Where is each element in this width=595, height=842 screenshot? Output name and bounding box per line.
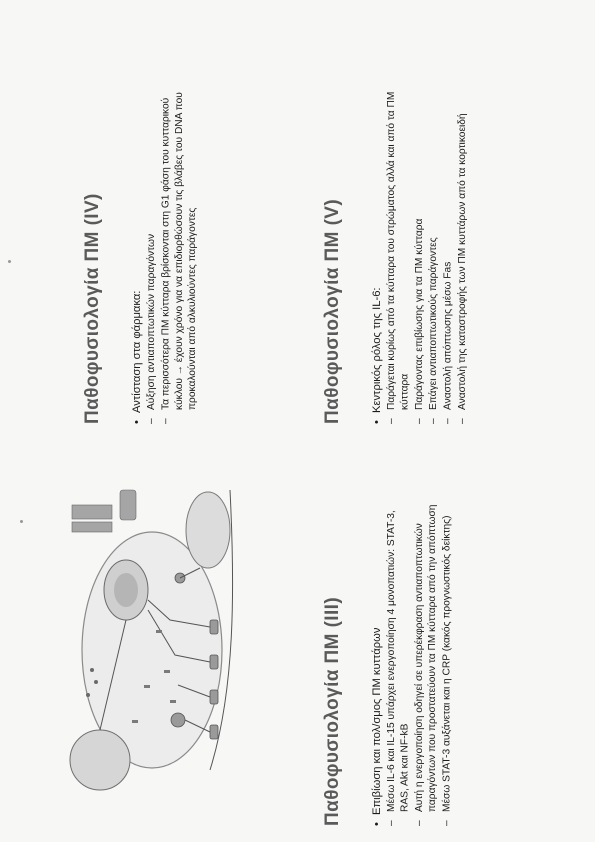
slide-title: Παθοφυσιολογία ΠΜ (IV) — [82, 193, 103, 424]
scan-speck — [20, 520, 23, 523]
sub-item-text: Αύξηση αντιαποπτωτικών παραγόντων — [146, 234, 157, 411]
sub-item — [427, 84, 440, 424]
sub-item-text: Αυτή η ενεργοποίηση οδηγεί σε υπερέκφραση αντιαποπτωτικών παραγόντων που προστατεύουν τα ΠΜ κύτταρα από την απόπτωση — [413, 504, 439, 813]
bullet-icon: • — [131, 420, 143, 424]
dash-icon: – — [428, 418, 440, 424]
sub-item — [456, 84, 469, 424]
bullet-item — [370, 84, 385, 424]
scan-speck — [8, 260, 11, 263]
bullet-icon: • — [371, 420, 383, 424]
sub-item — [385, 496, 412, 826]
dash-icon: – — [457, 418, 469, 424]
bullet-text: Επιβίωση και πολ/σμος ΠΜ κυττάρων — [371, 627, 383, 816]
slide-title: Παθοφυσιολογία ΠΜ (III) — [322, 596, 343, 826]
sub-item — [145, 84, 158, 424]
sub-item-text: Μέσω IL-6 και IL-15 υπάρχει ενεργοποίηση 4 μονοπατιών: STAT-3, RAS, Akt και NF-kB — [386, 510, 411, 813]
dash-icon: – — [441, 820, 453, 826]
sub-item-text: Μέσω STAT-3 αυξάνεται και η CRP (κακός προγνωστικός δείκτης) — [441, 515, 453, 813]
dash-icon: – — [413, 820, 425, 826]
sub-item — [413, 84, 426, 424]
sub-item — [159, 84, 199, 424]
sub-item-text: Τα περισσότερα ΠΜ κύτταρα βρίσκονται στη G1 φάση του κυτταρικού κύκλου → έχουν χρόνο για να επιδιορθώσουν τις βλάβες του DNA που προκαλούνται από αλκυλιούντες παράγοντες — [160, 92, 199, 411]
bullet-text: Αντίσταση στα φάρμακα: — [131, 290, 143, 414]
slide-title: Παθοφυσιολογία ΠΜ (V) — [322, 198, 343, 424]
slide-pathophysiology-iv — [82, 84, 232, 424]
diagram-figure — [60, 470, 240, 800]
dash-icon: – — [146, 418, 157, 424]
slide-pathophysiology-iii — [322, 496, 492, 826]
dash-icon: – — [160, 418, 172, 424]
dash-icon: – — [386, 820, 397, 826]
bullet-item — [370, 496, 385, 826]
sub-item-text: Παράγεται κυρίως από τα κύτταρα του στρώματος αλλά και από τα ΠΜ κύτταρα — [386, 91, 411, 411]
sub-item — [413, 496, 440, 826]
sub-item — [385, 84, 412, 424]
dash-icon: – — [413, 418, 425, 424]
dash-icon: – — [442, 418, 454, 424]
sub-item-text: Παράγοντας επιβίωσης για τα ΠΜ κύτταρα — [413, 218, 425, 411]
sub-item — [442, 84, 455, 424]
sub-item-text: Επάγει αντιαποπτωτικούς παράγοντες — [428, 237, 440, 411]
sub-item — [441, 496, 454, 826]
signaling-pathway-diagram — [60, 470, 240, 800]
slide-pathophysiology-v — [322, 84, 472, 424]
sub-item-text: Αναστολή απόπτωσης μέσω Fas — [442, 262, 454, 411]
bullet-icon: • — [371, 822, 383, 826]
sub-item-text: Αναστολή της καταστροφής των ΠΜ κυττάρων από τα κορτικοειδή — [457, 113, 469, 411]
bullet-item — [130, 84, 145, 424]
dash-icon: – — [386, 418, 397, 424]
bullet-text: Κεντρικός ρόλος της IL-6: — [371, 287, 383, 414]
